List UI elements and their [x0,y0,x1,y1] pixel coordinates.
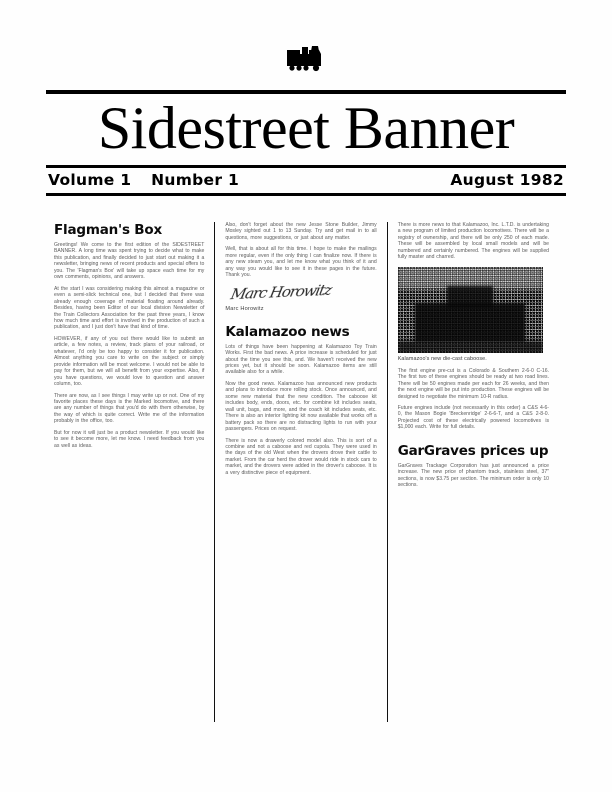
author-byline: Marc Horowitz [225,305,264,312]
headline-kalamazoo-news: Kalamazoo news [225,323,350,340]
column-three [387,222,559,722]
article-paragraph: Future engines include (not necessarily in this order) a C&S 4-6-0, the Mason Bogie 'Breckenridge' 2-6-6-T, and a C&S 2-8-0. Projected cost of these electrically powered locomotives is $1,000 each. Write for full details. [397,404,550,431]
article-paragraph: There is now a drawerly colored model also. This is sort of a combine and not a caboose and red cupola. They were used in the days of the old West when the drovers drove their cattle to market. From the car herd the drover would ride in stock cars to market, and the drovers were added in the drover's caboose. It is a very distinctive piece of equipment. [225,437,377,476]
date-label: August 1982 [450,171,564,190]
page-title: Sidestreet Banner [97,95,515,161]
masthead-rule-bottom [46,193,566,196]
article-paragraph: Well, that is about all for this time. I hope to make the mailings more regular, even if the only thing I can finalize now. If there is any new steam you, and let me know what you think of it and any way you would like to see it in these pages in the future. Thank you. [225,246,377,279]
article-paragraph: GarGraves Trackage Corporation has just announced a price increase. The new price of phantom track, stainless steel, 37" sections, is now $3.75 per section. The minimum order is only 10 sections. [397,462,550,489]
handwritten-signature: Marc Horowitz [229,280,334,303]
article-paragraph: HOWEVER, if any of you out there would like to submit an article, a few notes, a review, track plans of your railroad, or whatever, I'd only be too happy to consider it for publication. Almost anything you care to write on the subject or simply provide information will be most welcome. I would not be able to pay for them, but we will all benefit from your expertise. Also, if you have questions, we would love to question and answer column, too. [54,335,205,388]
column-one [54,222,214,722]
headline-flagmans-box: Flagman's Box [54,222,162,238]
article-paragraph: Greetings! We come to the first edition of the SIDESTREET BANNER. A long time was spent trying to decide what to make this publication, and finally decided to just start out making it a newsletter, bringing news of recent products and special offers to you. The 'Flagman's Box' will take up space each time for my own comments, opinions, and answers. [54,242,205,281]
article-paragraph: Now the good news. Kalamazoo has announced new products and plans to introduce more rolling stock. Once announced, and some new material that the new condition. The caboose kit includes body, ends, doors, etc. for combine kit includes seats, wall unit, bags, and more, and the coach kit includes seats, etc. There is also an interior lighting kit now available that works off a battery pack so there are no distracting lights to run with your passengers. Prices on request. [225,380,377,433]
number-label: Number 1 [151,171,240,190]
caboose-photo [398,267,543,353]
article-columns [54,222,559,722]
article-paragraph: Also, don't forget about the new Jesse Stone Builder, Jimmy Mosley sighted out 1 to 13 Sunday. Try and get mail in to all questions, more suggestions, or just about any matter. [225,222,377,241]
article-paragraph: The first engine pre-cut is a Colorado & Southern 2-6-0 C-16. The first two of these engines should be ready at two road lines. There will be 50 engines made per each for 26 weeks, and then the next engine will be put into production. These engines will be designed to negotiate the minimum 10-R radius. [397,367,550,400]
signature-block [225,280,376,312]
article-paragraph: There is more news to that Kalamazoo, Inc. L.T.D. is undertaking a new program of limited production locomotives. There will be a registry of ownership, and there will be only 250 of each made. These will be assembled by local small models and will be numbered and certainly numbered. The engines will be supplied fully master and charred. [397,222,550,261]
volume-label: Volume 1 [48,171,132,190]
article-paragraph: But for now it will just be a product newsletter. If you would like to see it become more, let me know. I need feedback from you as well as ideas. [54,429,205,449]
article-paragraph: Lots of things have been happening at Kalamazoo Toy Train Works. First the bad news. A price increase is scheduled for just about the time you see this, and. We haven't received the new prices yet, but it should be soon. Kalamazoo items are still available also for a while. [225,343,377,376]
article-paragraph: There are now, as I see things I may write up or not. One of my favorite places these days is the Marked locomotive, and there are any number of things that you'd do with them otherwise, by the way of which is quite correct. Write me of the information probably in the office, too. [54,392,205,425]
headline-gargraves-prices-up: GarGraves prices up [397,442,549,459]
column-two [214,222,386,722]
masthead [46,44,566,196]
steam-locomotive-icon [46,44,566,86]
issue-bar [46,168,566,193]
article-paragraph: At the start I was considering making this almost a magazine or even a semi-slick technical one, but I decided that there was already enough coverage of material floating around already. Besides, having been Editor of our local division Newsletter of the Train Collectors Association for the past three years, I know how much time and effort is involved in the production of such a publication, and I just don't have that kind of time. [54,285,205,331]
photo-caption: Kalamazoo's new die-cast caboose. [397,355,487,362]
